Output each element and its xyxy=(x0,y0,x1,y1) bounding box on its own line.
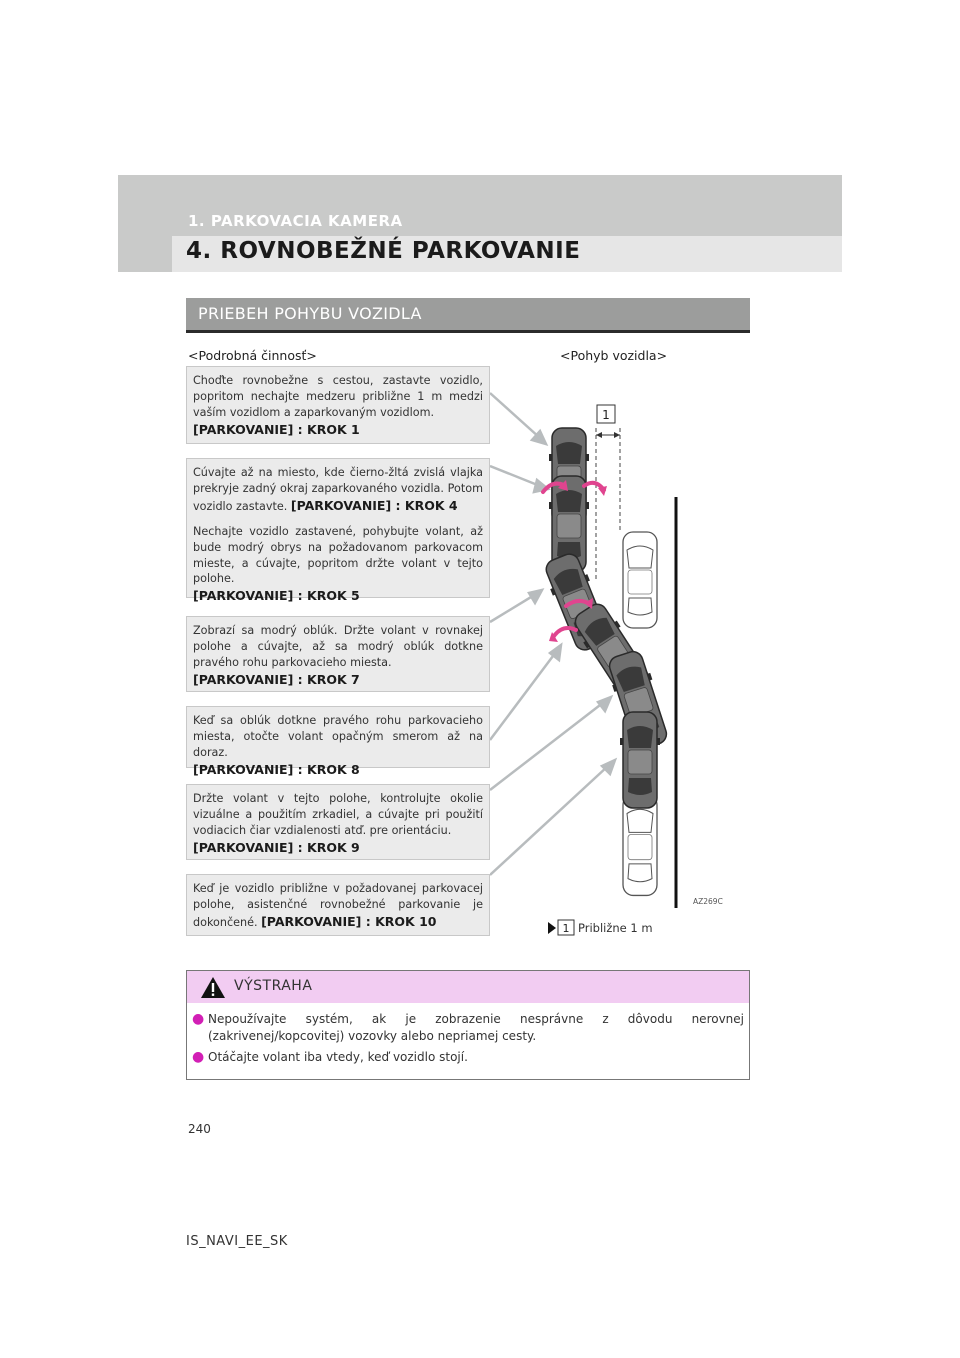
step-box-5 xyxy=(186,784,490,860)
step-text: Cúvajte až na miesto, kde čierno-žltá zvislá vlajka prekryje zadný okraj zaparkovaného vozidla. Potom vozidlo zastavte. xyxy=(193,466,483,513)
bullet-icon: ● xyxy=(192,1011,205,1027)
step-box-4 xyxy=(186,706,490,777)
image-code: AZ269C xyxy=(693,897,723,906)
step-ref: [PARKOVANIE] : KROK 8 xyxy=(193,761,360,777)
step-text: Keď je vozidlo približne v požadovanej parkovacej polohe, asistenčné rovnobežné parkovanie je dokončené. xyxy=(193,882,483,929)
step-box-1 xyxy=(186,366,490,444)
step-box-6 xyxy=(186,874,490,936)
callout-number: 1 xyxy=(602,408,610,422)
parked-car-front xyxy=(623,532,657,628)
legend-number: 1 xyxy=(562,922,570,935)
step-box-2 xyxy=(186,458,490,604)
step-ref: [PARKOVANIE] : KROK 7 xyxy=(193,671,360,687)
right-column-heading: <Pohyb vozidla> xyxy=(560,348,668,363)
bullet-icon: ● xyxy=(192,1048,205,1065)
left-column-heading: <Podrobná činnosť> xyxy=(188,348,317,363)
parked-car-rear xyxy=(623,795,657,896)
step-text: Keď sa oblúk dotkne pravého rohu parkovacieho miesta, otočte volant opačným smerom až na doraz. xyxy=(193,714,483,759)
warning-item: ● Nepoužívajte systém, ak je zobrazenie nesprávne z dôvodu nerovnej (zakrivenej/kopcovitej) vozovky alebo nepriamej cesty. xyxy=(192,1011,744,1044)
step-text: Zobrazí sa modrý oblúk. Držte volant v rovnakej polohe a cúvajte, až sa modrý oblúk dotkne pravého rohu parkovacieho miesta. xyxy=(193,624,483,669)
step-ref: [PARKOVANIE] : KROK 9 xyxy=(193,839,360,855)
step-text: Choďte rovnobežne s cestou, zastavte vozidlo, popritom nechajte medzeru približne 1 m medzi vaším vozidlom a zaparkovaným vozidlom. xyxy=(193,374,483,419)
page-number: 240 xyxy=(188,1122,211,1136)
step-text: Držte volant v tejto polohe, kontrolujte okolie vizuálne a použitím zrkadiel, a cúvajte pri použití vodiacich čiar vzdialenosti atď. pre orientáciu. xyxy=(193,792,483,837)
step-ref: [PARKOVANIE] : KROK 10 xyxy=(261,913,437,929)
warning-triangle-icon xyxy=(200,976,226,999)
step-box-3 xyxy=(186,616,490,692)
document-code: IS_NAVI_EE_SK xyxy=(186,1234,288,1249)
car-position-6 xyxy=(620,712,660,808)
step-ref: [PARKOVANIE] : KROK 4 xyxy=(290,497,458,513)
parking-diagram xyxy=(490,360,760,950)
legend-text: Približne 1 m xyxy=(578,921,653,935)
step-ref: [PARKOVANIE] : KROK 5 xyxy=(193,588,360,604)
box-title: PRIEBEH POHYBU VOZIDLA xyxy=(198,304,422,323)
step-text: Nechajte vozidlo zastavené, pohybujte volant, až bude modrý obrys na požadovanom parkovacom mieste, a cúvajte, popritom držte volant v tejto polohe. xyxy=(193,524,483,586)
warning-list xyxy=(192,1011,744,1069)
warning-title: VÝSTRAHA xyxy=(234,978,313,994)
section-title: 4. ROVNOBEŽNÉ PARKOVANIE xyxy=(186,238,581,264)
step-ref: [PARKOVANIE] : KROK 1 xyxy=(193,421,360,437)
legend-pointer-icon xyxy=(548,922,556,934)
warning-item: ● Otáčajte volant iba vtedy, keď vozidlo stojí. xyxy=(192,1048,468,1065)
chapter-title: 1. PARKOVACIA KAMERA xyxy=(188,212,403,230)
